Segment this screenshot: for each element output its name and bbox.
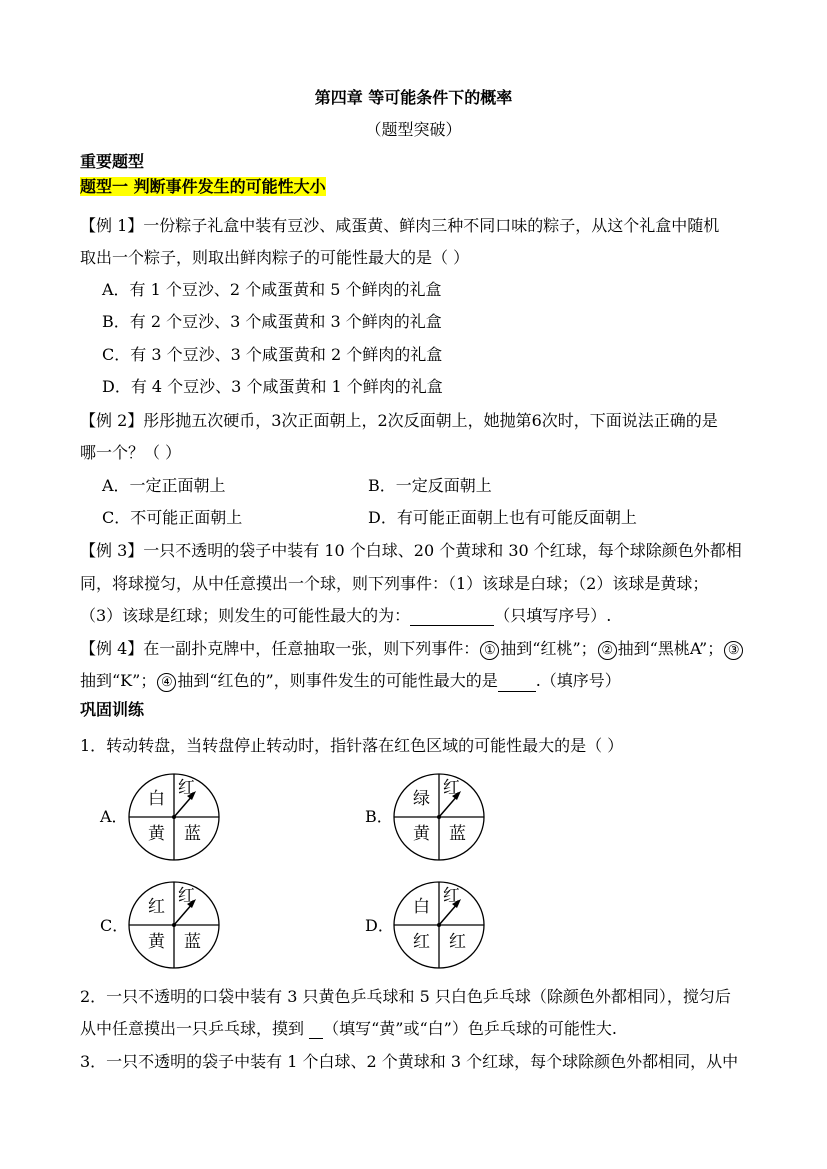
ex2-option-d: D．有可能正面朝上也有可能反面朝上 bbox=[368, 508, 637, 527]
spinner-c-label: C． bbox=[100, 916, 129, 935]
ex4-num-2: ② bbox=[598, 641, 617, 660]
ex2-option-a: A．一定正面朝上 bbox=[102, 476, 226, 495]
spinner-b-label: B． bbox=[365, 807, 393, 826]
q2-line1: 2．一只不透明的口袋中装有 3 只黄色乒乓球和 5 只白色乒乓球（除颜色外都相同），搅匀后 bbox=[80, 987, 731, 1006]
q2-answer-blank bbox=[309, 1020, 323, 1039]
ex4-num-4: ④ bbox=[157, 673, 176, 692]
ex4-line2-tail: .（填序号） bbox=[535, 671, 621, 690]
q2-line2-text: 从中任意摸出一只乒乓球，摸到 bbox=[80, 1019, 310, 1038]
chapter-title: 第四章 等可能条件下的概率 bbox=[314, 88, 513, 107]
type-heading-text: 题型一 判断事件发生的可能性大小 bbox=[80, 177, 326, 196]
spinner-b-top-left: 绿 bbox=[413, 789, 430, 809]
ex3-line3-tail: （只填写序号）. bbox=[494, 606, 612, 625]
ex1-option-c: C．有 3 个豆沙、3 个咸蛋黄和 2 个鲜肉的礼盒 bbox=[102, 345, 443, 364]
ex3-line3-text: （3）该球是红球；则发生的可能性最大的为： bbox=[80, 606, 411, 625]
spinner-b-bottom-right: 蓝 bbox=[449, 824, 466, 844]
ex4-num-3: ③ bbox=[724, 641, 743, 660]
ex4-event-4: 抽到“红色的”，则事件发生的可能性最大的是 bbox=[177, 671, 498, 690]
spinner-c bbox=[128, 881, 220, 969]
spinner-a-label: A． bbox=[100, 807, 128, 826]
q3-line1: 3．一只不透明的袋子中装有 1 个白球、2 个黄球和 3 个红球，每个球除颜色外都相同，从中 bbox=[80, 1052, 739, 1071]
spinner-d bbox=[393, 881, 485, 969]
q1-stem: 1．转动转盘，当转盘停止转动时，指针落在红色区域的可能性最大的是（ ） bbox=[80, 736, 624, 755]
ex2-option-b: B．一定反面朝上 bbox=[368, 476, 492, 495]
chapter-subtitle: （题型突破） bbox=[365, 120, 462, 139]
ex4-line2 bbox=[80, 671, 621, 692]
q2-line2-tail: （填写“黄”或“白”）色乒乓球的可能性大. bbox=[323, 1019, 617, 1038]
spinner-a-top-right: 红 bbox=[178, 778, 195, 798]
spinner-d-label: D． bbox=[365, 916, 394, 935]
ex1-option-d: D．有 4 个豆沙、3 个咸蛋黄和 1 个鲜肉的礼盒 bbox=[102, 377, 443, 396]
ex3-answer-blank bbox=[410, 607, 494, 626]
ex2-line1: 【例 2】彤彤抛五次硬币，3次正面朝上，2次反面朝上，她抛第6次时，下面说法正确的是 bbox=[80, 411, 718, 430]
spinner-b-bottom-left: 黄 bbox=[413, 824, 430, 844]
ex4-event-3: 抽到“K”； bbox=[80, 671, 157, 690]
spinner-d-top-left: 白 bbox=[413, 897, 430, 917]
ex1-line1: 【例 1】一份粽子礼盒中装有豆沙、咸蛋黄、鲜肉三种不同口味的粽子，从这个礼盒中随机 bbox=[80, 216, 720, 235]
ex4-num-1: ① bbox=[480, 641, 499, 660]
spinner-a bbox=[128, 773, 220, 861]
ex4-line1-text: 【例 4】在一副扑克牌中，任意抽取一张，则下列事件： bbox=[80, 639, 480, 658]
spinner-c-bottom-left: 黄 bbox=[148, 932, 165, 952]
spinner-d-top-right: 红 bbox=[443, 886, 460, 906]
ex3-line2: 同，将球搅匀，从中任意摸出一个球，则下列事件：（1）该球是白球；（2）该球是黄球； bbox=[80, 574, 709, 593]
spinner-c-top-left: 红 bbox=[148, 897, 165, 917]
ex4-answer-blank bbox=[498, 673, 536, 692]
spinner-c-top-right: 红 bbox=[178, 886, 195, 906]
spinner-a-bottom-right: 蓝 bbox=[184, 824, 201, 844]
type-heading bbox=[80, 177, 326, 197]
spinner-a-top-left: 白 bbox=[148, 789, 165, 809]
ex1-option-b: B．有 2 个豆沙、3 个咸蛋黄和 3 个鲜肉的礼盒 bbox=[102, 312, 442, 331]
ex1-option-a: A．有 1 个豆沙、2 个咸蛋黄和 5 个鲜肉的礼盒 bbox=[102, 280, 442, 299]
ex2-line2: 哪一个？（ ） bbox=[80, 443, 182, 462]
ex2-option-c: C．不可能正面朝上 bbox=[102, 508, 243, 527]
practice-label: 巩固训练 bbox=[80, 700, 145, 719]
spinner-b-top-right: 红 bbox=[443, 778, 460, 798]
spinner-c-bottom-right: 蓝 bbox=[184, 932, 201, 952]
spinner-b bbox=[393, 773, 485, 861]
spinner-a-bottom-left: 黄 bbox=[148, 824, 165, 844]
ex4-line1 bbox=[80, 639, 744, 660]
ex1-line2: 取出一个粽子，则取出鲜肉粽子的可能性最大的是（ ） bbox=[80, 248, 470, 267]
ex3-line1: 【例 3】一只不透明的袋子中装有 10 个白球、20 个黄球和 30 个红球，每个球除颜色外都相 bbox=[80, 541, 742, 560]
section-label: 重要题型 bbox=[80, 152, 145, 171]
spinner-d-bottom-right: 红 bbox=[449, 932, 466, 952]
q2-line2 bbox=[80, 1019, 617, 1039]
ex4-event-2: 抽到“黑桃A”； bbox=[617, 639, 724, 658]
ex3-line3 bbox=[80, 606, 611, 626]
spinner-d-bottom-left: 红 bbox=[413, 932, 430, 952]
ex4-event-1: 抽到“红桃”； bbox=[500, 639, 597, 658]
